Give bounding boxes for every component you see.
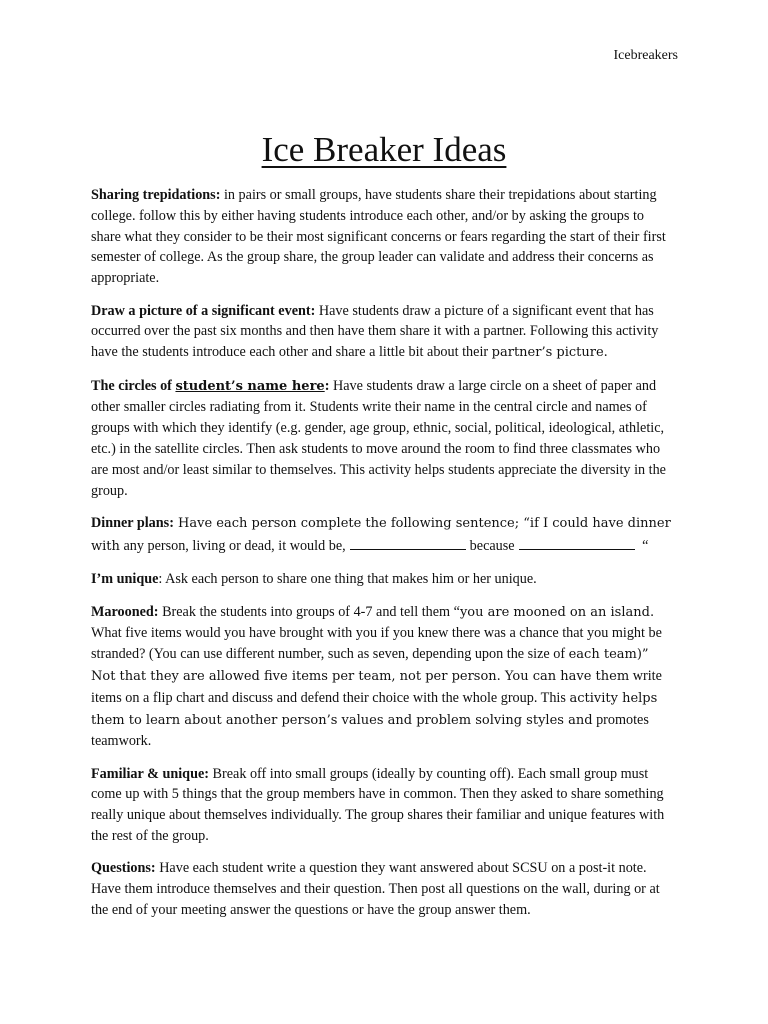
paragraph-term: Questions: xyxy=(91,860,156,877)
paragraph-term: Marooned: xyxy=(91,603,159,620)
paragraph-circles xyxy=(91,376,677,502)
paragraph-text: Have each student write a question they want answered about SCSU on a post-it note. Have them introduce themselves and their question. Then post all questions on the wall, during or at the end of your meeting answer the questions or have the group answer them. xyxy=(91,860,660,919)
paragraph-term-suffix: : xyxy=(324,377,330,394)
paragraph-text: any person, living or dead, it would be, xyxy=(119,537,346,554)
paragraph-text: Break the students into groups of 4-7 and tell them “ xyxy=(158,603,460,620)
paragraph-text-alt-2: each team)” Not that they are allowed five items per team, not per person. You can have them xyxy=(91,647,649,684)
paragraph-text: in pairs or small groups, have students share their trepidations about starting college. follow this by either having students introduce each other, and/or by asking the groups to share what they consider to be their most significant concerns or fears regarding the start of their first semester of college. As the group share, the group leader can validate and address their concerns as appropriate. xyxy=(91,187,666,287)
paragraph-marooned xyxy=(91,602,677,753)
paragraph-draw-picture xyxy=(91,301,677,364)
paragraph-questions xyxy=(91,858,677,920)
page-title-text: Ice Breaker Ideas xyxy=(261,130,507,169)
paragraph-text-end: “ xyxy=(642,537,649,554)
paragraph-text: Ask each person to share one thing that makes him or her unique. xyxy=(162,571,537,588)
paragraph-text-mid: because xyxy=(469,537,515,554)
paragraph-term: Familiar & unique: xyxy=(91,765,209,782)
paragraph-text: Break off into small groups (ideally by counting off). Each small group must come up with 5 things that the group members have in common. Then they asked to share something really unique about themselves individually. The group shares their familiar and unique features with the rest of the group. xyxy=(91,765,665,845)
paragraph-text-3: write items on a flip chart and discuss and defend their choice with the whole group. This xyxy=(91,667,662,706)
paragraph-text: Have students draw a large circle on a sheet of paper and other smaller circles radiating from it. Students write their name in the central circle and names of groups with which they identify (e.g. gender, age group, ethnic, social, political, ideological, athletic, etc.) in the satellite circles. Then ask students to move around the room to find three classmates who are most and/or least similar to themselves. This activity helps students appreciate the diversity in the group. xyxy=(91,377,666,499)
paragraph-term: Draw a picture of a significant event: xyxy=(91,302,316,319)
paragraph-term-prefix: The circles of xyxy=(91,377,176,394)
paragraph-term: Dinner plans: xyxy=(91,514,174,531)
paragraph-text-2: What five items would you have brought with you if you knew there was a chance that you might be stranded? (You can use different number, such as seven, depending upon the size of xyxy=(91,625,662,663)
paragraph-term: Sharing trepidations: xyxy=(91,187,221,203)
paragraph-text-4: promotes teamwork. xyxy=(91,711,649,750)
paragraph-text-alt-3: activity helps them to learn about another person’s values and problem solving styles and xyxy=(91,690,658,728)
paragraph-text-alt: you are mooned on an island. xyxy=(459,604,655,620)
paragraph-familiar-unique xyxy=(91,764,677,847)
page-title xyxy=(0,128,768,172)
paragraph-term-suffix: : xyxy=(158,571,163,588)
paragraph-im-unique xyxy=(91,569,677,590)
paragraph-text-alt: Have each person complete the following sentence; “if I could have dinner with xyxy=(91,515,671,554)
running-header: Icebreakers xyxy=(613,48,678,63)
fill-in-blank-reason xyxy=(519,535,635,550)
paragraph-text: Have students draw a picture of a significant event that has occurred over the past six months and then have them share it with a partner. Following this activity have the students introduce each other and share a little bit about their xyxy=(91,302,659,361)
paragraph-sharing-trepidations xyxy=(91,185,677,289)
document-body xyxy=(91,185,677,932)
fill-in-blank-person xyxy=(350,535,466,550)
paragraph-dinner-plans xyxy=(91,513,677,558)
paragraph-term: I’m unique xyxy=(91,571,159,588)
paragraph-text-alt: partner’s picture. xyxy=(491,345,608,361)
placeholder-student-name: student’s name here xyxy=(175,378,325,394)
